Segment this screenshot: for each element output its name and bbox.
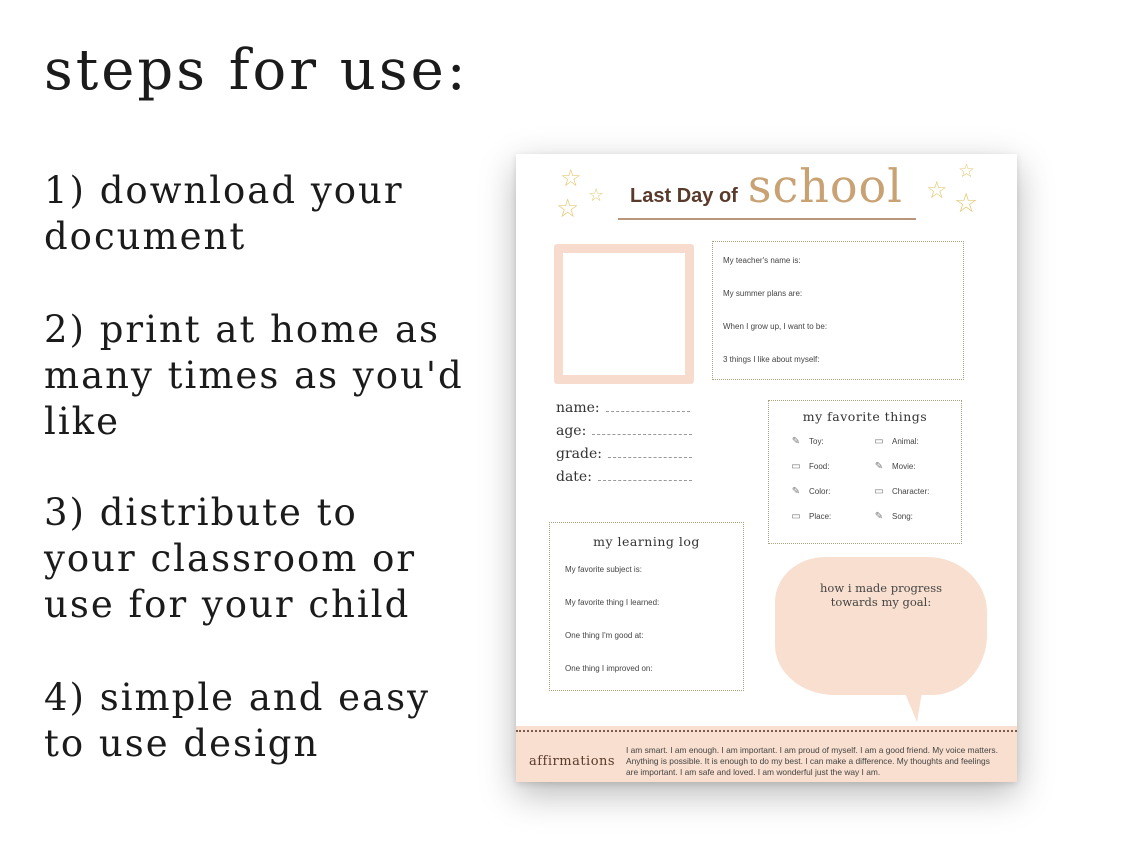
- fav-label-movie: Movie:: [892, 462, 916, 471]
- title-lead: Last Day of: [630, 185, 738, 207]
- prompt-favorite-subject: My favorite subject is:: [565, 565, 642, 574]
- star-icon: ☆: [560, 164, 582, 192]
- prompt-summer-plans: My summer plans are:: [723, 289, 803, 298]
- favorite-things-heading: my favorite things: [802, 409, 928, 424]
- prompt-grow-up: When I grow up, I want to be:: [723, 322, 828, 331]
- title-underline: [618, 218, 916, 220]
- star-icon: ☆: [954, 188, 979, 219]
- affirmations-divider: [516, 730, 1017, 732]
- field-name-line: [606, 411, 690, 412]
- pencil-icon: ✎: [791, 436, 801, 447]
- worksheet-preview: [516, 154, 1017, 782]
- fav-label-animal: Animal:: [892, 437, 919, 446]
- fav-item-character: [872, 486, 929, 497]
- fav-label-character: Character:: [892, 487, 930, 496]
- field-date-label: date:: [556, 469, 592, 485]
- teacher-prompts-box: [712, 241, 964, 380]
- field-grade-line: [608, 457, 692, 458]
- star-icon: ☆: [958, 160, 976, 182]
- favorite-things-box: [768, 400, 962, 544]
- field-name: [556, 400, 692, 423]
- fav-item-color: [789, 486, 830, 497]
- fav-item-song: [872, 511, 913, 522]
- field-age: [556, 423, 692, 446]
- student-info-fields: [556, 400, 692, 492]
- step-1: 1) download your document: [44, 169, 404, 258]
- photo-frame: [554, 244, 694, 384]
- field-age-label: age:: [556, 423, 587, 439]
- fav-label-place: Place:: [809, 512, 832, 521]
- field-date-line: [598, 480, 692, 481]
- fav-label-song: Song:: [892, 512, 913, 521]
- book-icon: ▭: [874, 486, 884, 497]
- step-4: 4) simple and easy to use design: [44, 676, 431, 765]
- progress-line-2: towards my goal:: [830, 595, 932, 609]
- step-3: 3) distribute to your classroom or use for your child: [44, 491, 417, 626]
- title-school: school: [747, 159, 903, 213]
- field-age-line: [592, 434, 692, 435]
- fav-label-food: Food:: [809, 462, 830, 471]
- fav-item-animal: [872, 436, 919, 447]
- prompt-improved-on: One thing I improved on:: [565, 664, 653, 673]
- affirmations-text: I am smart. I am enough. I am important. I am proud of myself. I am a good friend. My voice matters. Anything is possible. It is enough to do my best. I can make a difference. My thoughts and feelings are important. I am safe and loved. I am wonderful just the way I am.: [626, 745, 998, 777]
- fav-item-toy: [789, 436, 824, 447]
- star-icon: ☆: [556, 194, 580, 224]
- field-name-label: name:: [556, 400, 600, 416]
- fav-label-color: Color:: [809, 487, 831, 496]
- pencil-icon: ✎: [791, 486, 801, 497]
- progress-line-1: how i made progress: [820, 581, 942, 595]
- prompt-three-things: 3 things I like about myself:: [723, 355, 820, 364]
- field-grade-label: grade:: [556, 446, 602, 462]
- pencil-icon: ✎: [874, 461, 884, 472]
- fav-label-toy: Toy:: [809, 437, 824, 446]
- worksheet-title: [516, 159, 1017, 217]
- field-date: [556, 469, 692, 492]
- pencil-icon: ✎: [874, 511, 884, 522]
- learning-log-box: [549, 522, 744, 691]
- progress-speech-bubble: [775, 557, 987, 695]
- learning-log-heading: my learning log: [593, 534, 700, 549]
- book-icon: ▭: [874, 436, 884, 447]
- field-grade: [556, 446, 692, 469]
- affirmations-label: affirmations: [529, 754, 616, 769]
- prompt-good-at: One thing I'm good at:: [565, 631, 644, 640]
- prompt-favorite-learned: My favorite thing I learned:: [565, 598, 660, 607]
- fav-item-place: [789, 511, 831, 522]
- prompt-teacher-name: My teacher's name is:: [723, 256, 801, 265]
- step-2: 2) print at home as many times as you'd like: [44, 308, 464, 443]
- steps-title: steps for use:: [44, 38, 469, 103]
- star-icon: ☆: [926, 176, 948, 204]
- fav-item-food: [789, 461, 829, 472]
- progress-prompt: [775, 581, 987, 609]
- fav-item-movie: [872, 461, 916, 472]
- star-icon: ☆: [588, 185, 605, 206]
- book-icon: ▭: [791, 511, 801, 522]
- book-icon: ▭: [791, 461, 801, 472]
